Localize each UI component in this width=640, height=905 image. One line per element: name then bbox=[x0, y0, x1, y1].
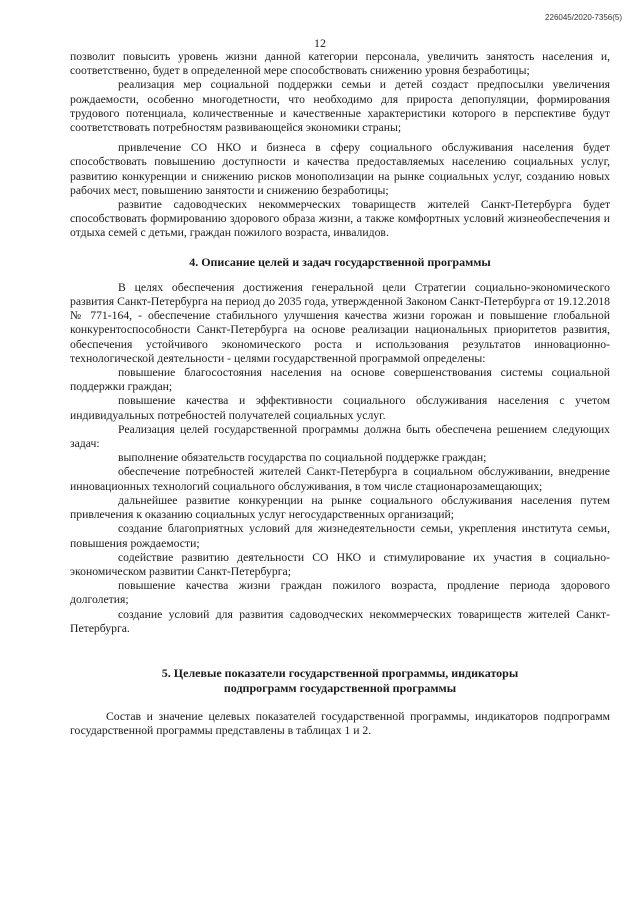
task-item: повышение качества жизни граждан пожилого возраста, продление периода здорового долголетия; bbox=[70, 579, 610, 607]
task-item: обеспечение потребностей жителей Санкт-Петербурга в социальном обслуживании, внедрение инновационных технологий социального обслуживания, в том числе стационарозамещающих; bbox=[70, 465, 610, 493]
task-item: дальнейшее развитие конкуренции на рынке социального обслуживания населения путем привлечения к оказанию социальных услуг негосударственных организаций; bbox=[70, 493, 610, 522]
goal-item: повышение качества и эффективности социального обслуживания населения с учетом индивидуальных потребностей получателей социальных услуг. bbox=[70, 394, 610, 422]
paragraph: Состав и значение целевых показателей государственной программы, индикаторов подпрограмм государственной программы представлены в таблицах 1 и 2. bbox=[70, 709, 610, 738]
paragraph: В целях обеспечения достижения генеральной цели Стратегии социально-экономического развития Санкт-Петербурга на период до 2035 года, утвержденной Законом Санкт-Петербурга от 19.12.2018 № 771-164, - обеспечение стабильного улучшения качества жизни горожан и повышение глобальной конкурентоспособности Санкт-Петербурга на основе реализации национальных приоритетов развития, обеспечения устойчивого экономического роста и использования результатов инновационно-технологической деятельности - целями государственной программой определены: bbox=[70, 280, 610, 365]
task-item: создание благоприятных условий для жизнедеятельности семьи, укрепления института семьи, повышения рождаемости; bbox=[70, 522, 610, 550]
goal-item: повышение благосостояния населения на основе совершенствования системы социальной поддержки граждан; bbox=[70, 366, 610, 394]
document-body bbox=[70, 50, 610, 738]
task-item: выполнение обязательств государства по социальной поддержке граждан; bbox=[118, 451, 487, 465]
section-5-heading bbox=[70, 666, 610, 696]
section-4-heading: 4. Описание целей и задач государственной программы bbox=[189, 254, 491, 269]
section-5-heading-line1: 5. Целевые показатели государственной программы, индикаторы bbox=[161, 665, 519, 680]
paragraph: Реализация целей государственной программы должна быть обеспечена решением следующих задач: bbox=[70, 422, 610, 451]
paragraph: привлечение СО НКО и бизнеса в сферу социального обслуживания населения будет способствовать повышению доступности и качества предоставляемых населению социальных услуг, развитию конкуренции и снижению рисков монополизации на рынке социальных услуг, созданию новых рабочих мест, повышению занятости и снижению безработицы; bbox=[70, 141, 610, 197]
paragraph: реализация мер социальной поддержки семьи и детей создаст предпосылки увеличения рождаемости, особенно многодетности, что необходимо для прироста депопуляции, формирования трудового потенциала, количественные и качественные характеристики которого в перспективе будут соответствовать потребностям развивающейся экономики страны; bbox=[70, 78, 610, 135]
section-5-heading-line2: подпрограмм государственной программы bbox=[223, 680, 457, 695]
paragraph: позволит повысить уровень жизни данной категории персонала, увеличить занятость населения и, соответственно, будет в определенной мере способствовать снижению уровня безработицы; bbox=[70, 50, 610, 78]
paragraph: развитие садоводческих некоммерческих товариществ жителей Санкт-Петербурга будет способствовать формированию здорового образа жизни, а также комфортных условий жизнеобеспечения и отдыха семей с детьми, граждан пожилого возраста, инвалидов. bbox=[70, 198, 610, 240]
task-item: содействие развитию деятельности СО НКО и стимулирование их участия в социально-экономическом развитии Санкт-Петербурга; bbox=[70, 550, 610, 578]
page-number: 12 bbox=[314, 36, 326, 50]
document-id: 226045/2020-7356(5) bbox=[545, 13, 622, 22]
task-item: создание условий для развития садоводческих некоммерческих товариществ жителей Санкт-Петербурга. bbox=[70, 607, 610, 635]
